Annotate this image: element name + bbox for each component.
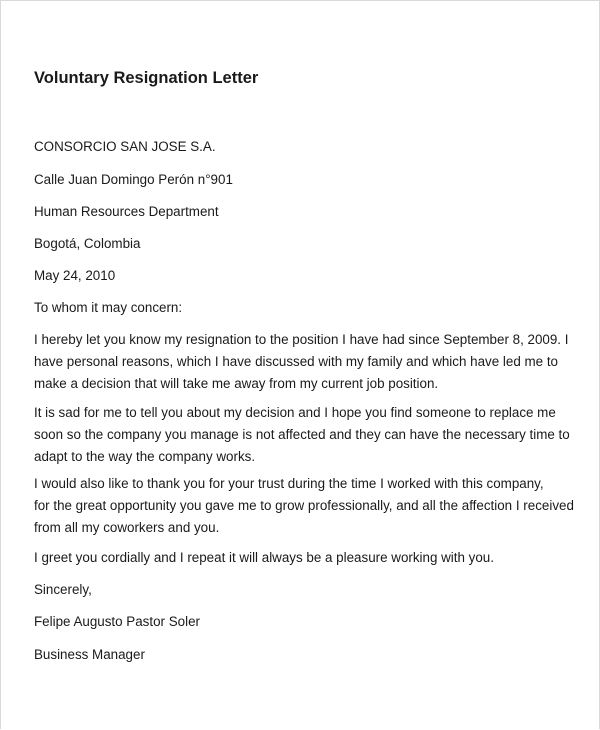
paragraph-line: have personal reasons, which I have discussed with my family and which have led me to xyxy=(34,354,558,369)
body-paragraph-2 xyxy=(34,402,574,468)
paragraph-line: make a decision that will take me away from my current job position. xyxy=(34,376,439,391)
paragraph-line: I would also like to thank you for your trust during the time I worked with this company, xyxy=(34,476,544,491)
signature-position: Business Manager xyxy=(34,647,145,662)
letter-date: May 24, 2010 xyxy=(34,268,116,283)
body-paragraph-4 xyxy=(34,547,574,569)
document-title: Voluntary Resignation Letter xyxy=(34,69,259,87)
recipient-department: Human Resources Department xyxy=(34,204,219,219)
letter-closing: Sincerely, xyxy=(34,582,92,597)
paragraph-line: adapt to the way the company works. xyxy=(34,449,256,464)
letter-salutation: To whom it may concern: xyxy=(34,300,183,315)
body-paragraph-3 xyxy=(34,473,574,539)
signature-name: Felipe Augusto Pastor Soler xyxy=(34,614,200,629)
recipient-city: Bogotá, Colombia xyxy=(34,236,141,251)
paragraph-line: I greet you cordially and I repeat it will always be a pleasure working with you. xyxy=(34,550,494,565)
recipient-company: CONSORCIO SAN JOSE S.A. xyxy=(34,139,216,154)
paragraph-line: I hereby let you know my resignation to the position I have had since September 8, 2009. I xyxy=(34,332,569,347)
body-paragraph-1 xyxy=(34,329,574,395)
paragraph-line: It is sad for me to tell you about my decision and I hope you find someone to replace me xyxy=(34,405,556,420)
paragraph-line: soon so the company you manage is not affected and they can have the necessary time to xyxy=(34,427,570,442)
paragraph-line: from all my coworkers and you. xyxy=(34,520,220,535)
recipient-address: Calle Juan Domingo Perón n°901 xyxy=(34,172,233,187)
paragraph-line: for the great opportunity you gave me to grow professionally, and all the affection I received xyxy=(34,498,574,513)
